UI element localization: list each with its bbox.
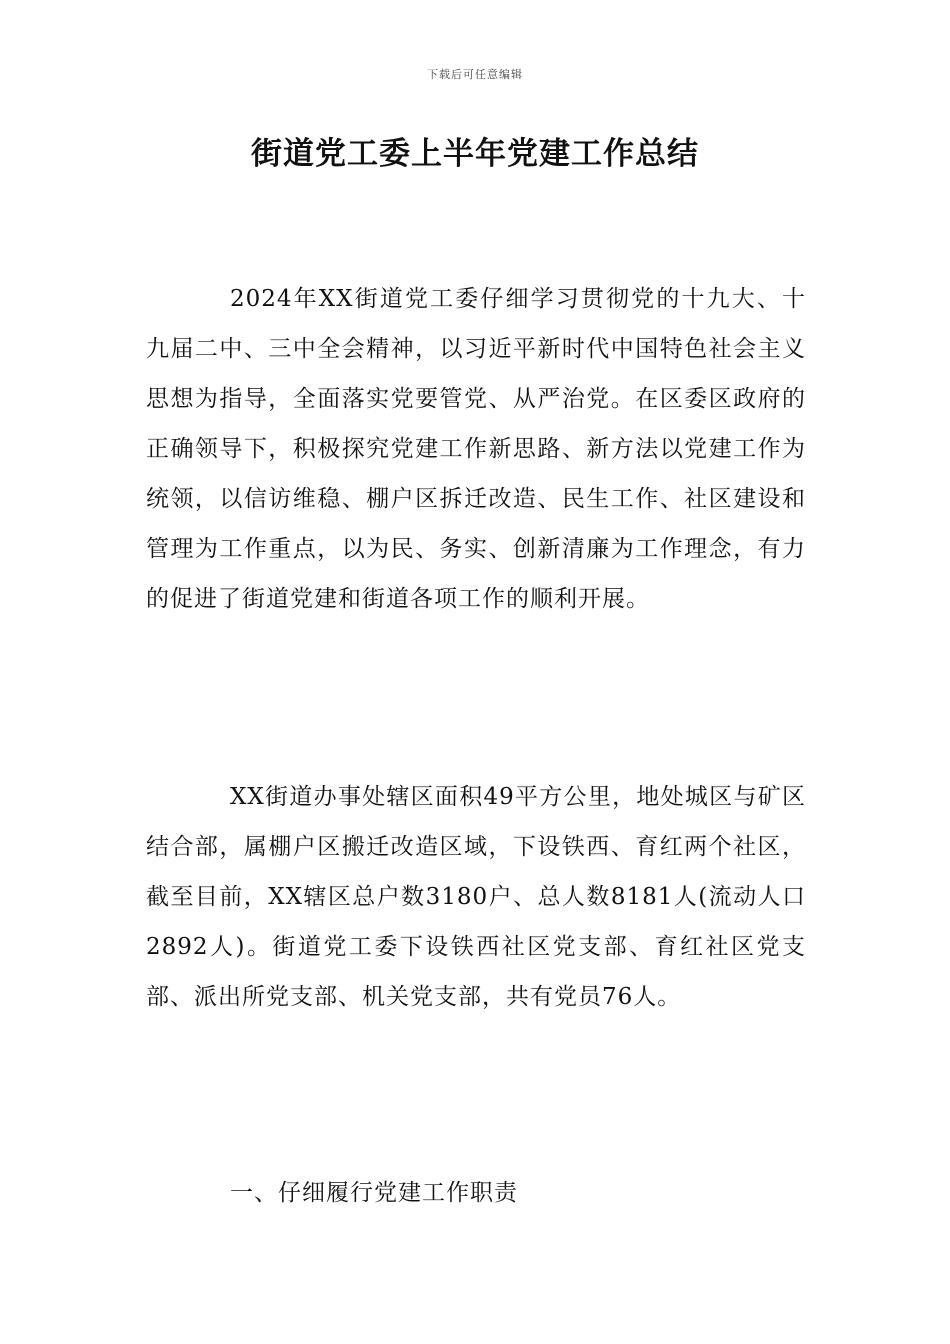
section-heading: 一、仔细履行党建工作职责 — [230, 1180, 518, 1206]
paragraph-overview: XX街道办事处辖区面积49平方公里，地处城区与矿区结合部，属棚户区搬迁改造区域，下设铁西、育红两个社区，截至目前，XX辖区总户数3180户、总人数8181人(流动人口2892人)。街道党工委下设铁西社区党支部、育红社区党支部、派出所党支部、机关党支部，共有党员76人。 — [146, 784, 806, 1010]
paragraph-intro: 2024年XX街道党工委仔细学习贯彻党的十九大、十九届二中、三中全会精神，以习近平新时代中国特色社会主义思想为指导，全面落实党要管党、从严治党。在区委区政府的正确领导下，积极探究党建工作新思路、新方法以党建工作为统领，以信访维稳、棚户区拆迁改造、民生工作、社区建设和管理为工作重点，以为民、务实、创新清廉为工作理念，有力的促进了街道党建和街道各项工作的顺利开展。 — [146, 286, 806, 612]
header-note: 下载后可任意编辑 — [427, 68, 523, 81]
document-title: 街道党工委上半年党建工作总结 — [251, 136, 699, 172]
